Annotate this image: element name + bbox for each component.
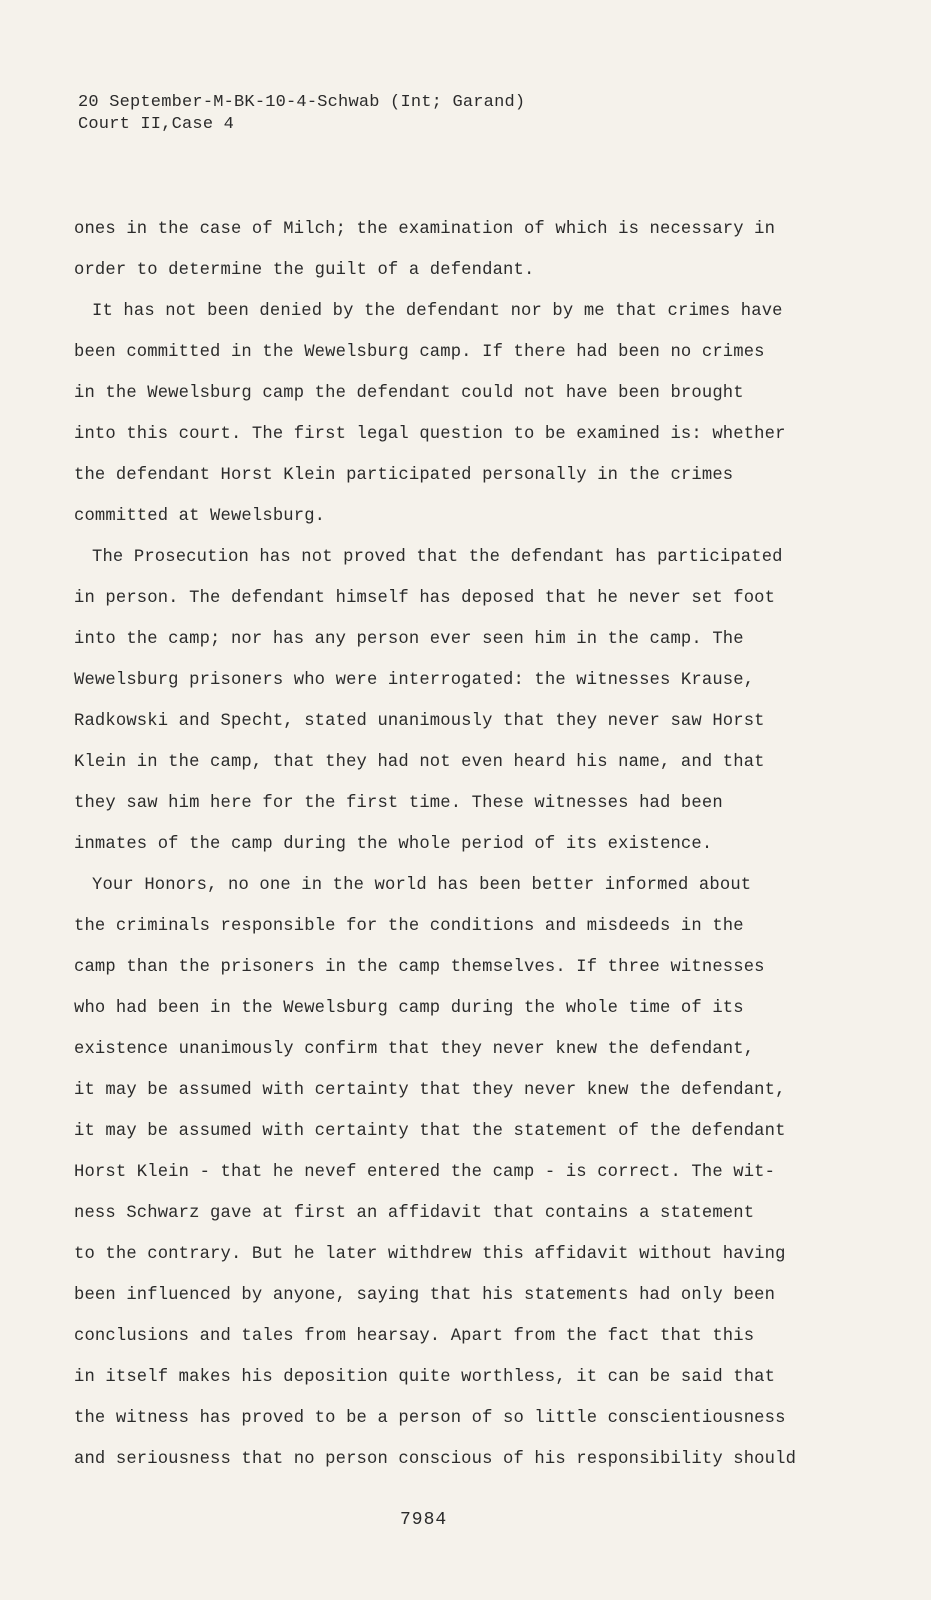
text-line: It has not been denied by the defendant nor by me that crimes have <box>92 302 783 321</box>
page-number: 7984 <box>400 1510 448 1530</box>
text-line: into the camp; nor has any person ever seen him in the camp. The <box>74 630 744 649</box>
text-line: Wewelsburg prisoners who were interrogated: the witnesses Krause, <box>74 671 755 690</box>
text-line: in person. The defendant himself has deposed that he never set foot <box>74 589 776 608</box>
text-line: in the Wewelsburg camp the defendant could not have been brought <box>74 384 744 403</box>
text-line: existence unanimously confirm that they never knew the defendant, <box>74 1040 755 1059</box>
text-line: committed at Wewelsburg. <box>74 507 326 526</box>
text-line: who had been in the Wewelsburg camp during the whole time of its <box>74 999 744 1018</box>
text-line: it may be assumed with certainty that the statement of the defendant <box>74 1122 786 1141</box>
text-line: The Prosecution has not proved that the defendant has participated <box>92 548 783 567</box>
text-line: and seriousness that no person conscious of his responsibility should <box>74 1450 797 1469</box>
text-line: ness Schwarz gave at first an affidavit that contains a statement <box>74 1204 755 1223</box>
header-session-line: 20 September-M-BK-10-4-Schwab (Int; Garand) <box>78 93 526 112</box>
text-line: the witness has proved to be a person of so little conscientiousness <box>74 1409 786 1428</box>
text-line: the defendant Horst Klein participated personally in the crimes <box>74 466 734 485</box>
text-line: Your Honors, no one in the world has been better informed about <box>92 876 752 895</box>
text-line: been committed in the Wewelsburg camp. If there had been no crimes <box>74 343 765 362</box>
text-line: it may be assumed with certainty that they never knew the defendant, <box>74 1081 786 1100</box>
text-line: ones in the case of Milch; the examination of which is necessary in <box>74 220 776 239</box>
text-line: conclusions and tales from hearsay. Apart from the fact that this <box>74 1327 755 1346</box>
text-line: order to determine the guilt of a defendant. <box>74 261 535 280</box>
text-line: they saw him here for the first time. These witnesses had been <box>74 794 723 813</box>
text-line: been influenced by anyone, saying that his statements had only been <box>74 1286 776 1305</box>
text-line: Horst Klein - that he nevef entered the camp - is correct. The wit- <box>74 1163 776 1182</box>
text-line: to the contrary. But he later withdrew this affidavit without having <box>74 1245 786 1264</box>
text-line: in itself makes his deposition quite worthless, it can be said that <box>74 1368 776 1387</box>
text-line: Klein in the camp, that they had not even heard his name, and that <box>74 753 765 772</box>
text-line: the criminals responsible for the conditions and misdeeds in the <box>74 917 744 936</box>
document-header <box>78 92 525 136</box>
text-line: into this court. The first legal question to be examined is: whether <box>74 425 786 444</box>
transcript-body <box>74 218 874 1489</box>
text-line: Radkowski and Specht, stated unanimously that they never saw Horst <box>74 712 765 731</box>
header-court-line: Court II,Case 4 <box>78 115 235 134</box>
text-line: camp than the prisoners in the camp themselves. If three witnesses <box>74 958 765 977</box>
text-line: inmates of the camp during the whole period of its existence. <box>74 835 713 854</box>
